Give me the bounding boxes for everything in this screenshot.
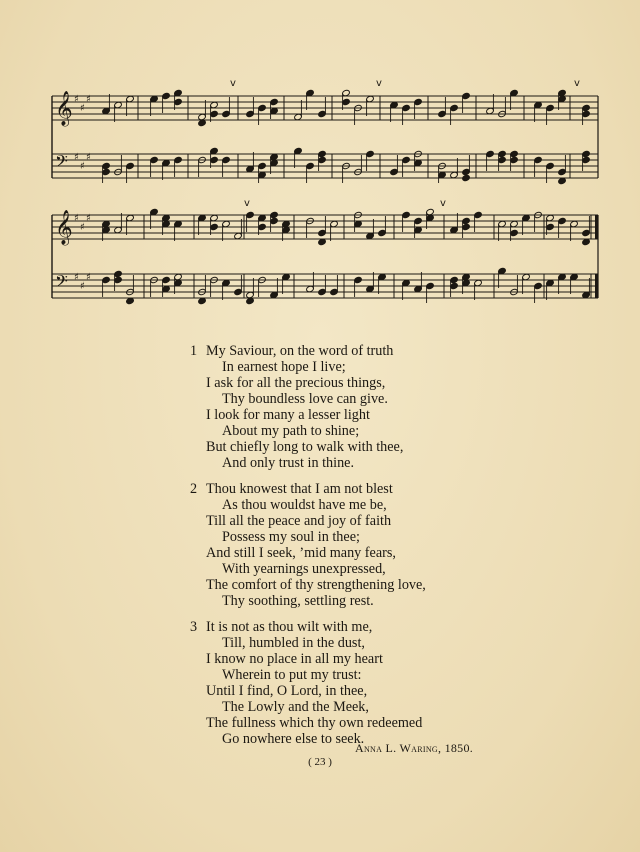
verse-line-text: Thou knowest that I am not blest xyxy=(206,481,393,497)
breath-mark-icon: v xyxy=(244,198,250,209)
sharp-icon: ♯ xyxy=(80,161,85,172)
verse-line: Thy soothing, settling rest. xyxy=(222,593,374,609)
verse-line: The comfort of thy strengthening love, xyxy=(206,577,426,593)
verse-line: The fullness which thy own redeemed xyxy=(206,715,423,731)
sharp-icon: ♯ xyxy=(80,281,85,292)
verse-line: Until I find, O Lord, in thee, xyxy=(206,683,368,699)
verse-line: Wherein to put my trust: xyxy=(222,667,362,683)
verse-line: The Lowly and the Meek, xyxy=(222,699,369,715)
verse-line: As thou wouldst have me be, xyxy=(222,497,387,513)
bass-clef-icon: 𝄢 xyxy=(55,151,68,175)
sharp-icon: ♯ xyxy=(74,94,79,105)
page-number: ( 23 ) xyxy=(308,756,332,768)
verse-line: And only trust in thine. xyxy=(222,455,355,471)
sharp-icon: ♯ xyxy=(74,213,79,224)
verse-line: Go nowhere else to seek. xyxy=(222,731,365,747)
treble-clef-icon: 𝄞 xyxy=(55,210,73,245)
verse-3 xyxy=(190,619,510,747)
verse-line: Possess my soul in thee; xyxy=(222,529,360,545)
note-head xyxy=(462,174,471,181)
verse-line: About my path to shine; xyxy=(222,423,360,439)
verse-line: But chiefly long to walk with thee, xyxy=(206,439,404,455)
verse-1 xyxy=(190,343,510,471)
bass-clef-icon: 𝄢 xyxy=(55,271,68,295)
breath-mark-icon: v xyxy=(440,198,446,209)
hymn-verses xyxy=(190,343,510,757)
breath-mark-icon: v xyxy=(376,78,382,89)
sharp-icon: ♯ xyxy=(86,152,91,163)
sharp-icon: ♯ xyxy=(74,152,79,163)
verse-number: 3 xyxy=(190,619,198,635)
sharp-icon: ♯ xyxy=(86,213,91,224)
verse-line: Till, humbled in the dust, xyxy=(222,635,365,651)
verse-line xyxy=(190,343,510,359)
sharp-icon: ♯ xyxy=(86,94,91,105)
verse-line: And still I seek, ’mid many fears, xyxy=(206,545,396,561)
verse-line-text: My Saviour, on the word of truth xyxy=(206,343,394,359)
verse-line: In earnest hope I live; xyxy=(222,359,346,375)
verse-line xyxy=(190,619,510,635)
sharp-icon: ♯ xyxy=(80,222,85,233)
verse-line: Till all the peace and joy of faith xyxy=(206,513,392,529)
verse-line: I look for many a lesser light xyxy=(206,407,370,423)
author-attribution: Anna L. Waring, 1850. xyxy=(355,741,474,755)
breath-mark-icon: v xyxy=(230,78,236,89)
verse-line: With yearnings unexpressed, xyxy=(222,561,386,577)
verse-line: Thy boundless love can give. xyxy=(222,391,388,407)
verse-number: 2 xyxy=(190,481,198,497)
verse-line: I ask for all the precious things, xyxy=(206,375,386,391)
verse-number: 1 xyxy=(190,343,198,359)
verse-line-text: It is not as thou wilt with me, xyxy=(206,619,373,635)
verse-line: I know no place in all my heart xyxy=(206,651,383,667)
treble-clef-icon: 𝄞 xyxy=(55,91,73,126)
sharp-icon: ♯ xyxy=(80,103,85,114)
sharp-icon: ♯ xyxy=(74,272,79,283)
verse-2 xyxy=(190,481,510,609)
sharp-icon: ♯ xyxy=(86,272,91,283)
music-score xyxy=(48,78,604,348)
breath-mark-icon: v xyxy=(574,78,580,89)
verse-line xyxy=(190,481,510,497)
